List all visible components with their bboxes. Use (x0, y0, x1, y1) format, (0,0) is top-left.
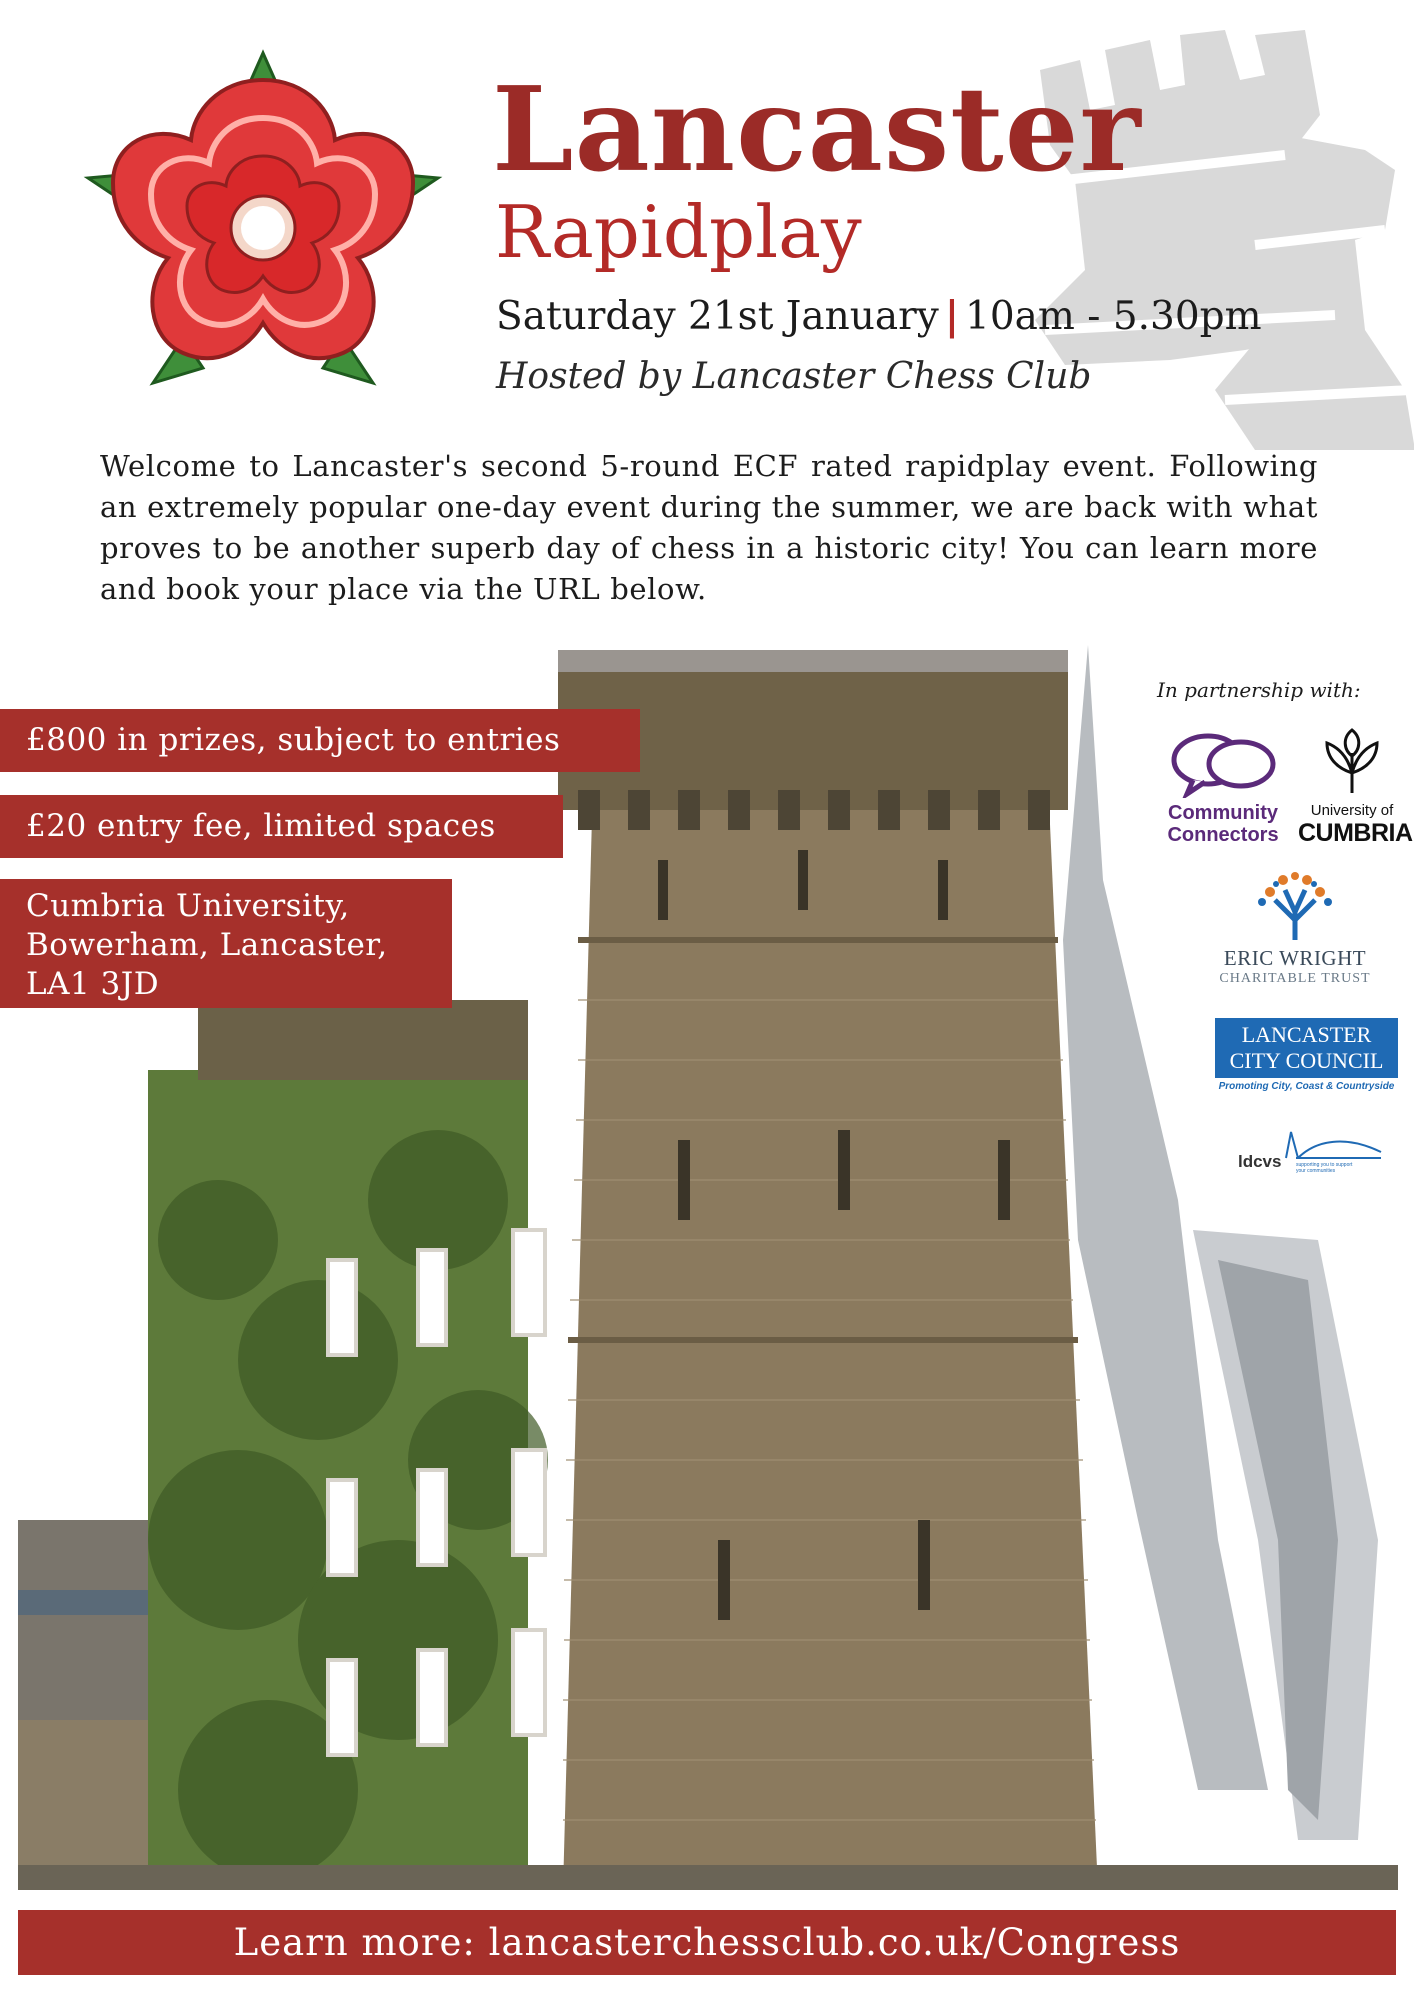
venue-address-badge (0, 879, 452, 1008)
lancaster-city-council-logo (1215, 1018, 1398, 1102)
ldcvs-tagline: supporting you to support your communities (1296, 1162, 1353, 1174)
venue-line-3: LA1 3JD (26, 966, 160, 1002)
lcc-line-1: LANCASTER (1241, 1022, 1372, 1047)
ldcvs-wordmark: ldcvs (1238, 1152, 1282, 1171)
partners-label: In partnership with: (1157, 678, 1361, 702)
eric-wright-line-1: ERIC WRIGHT (1223, 946, 1367, 970)
event-host: Hosted by Lancaster Chess Club (496, 356, 1092, 397)
community-connectors-line-2: Connectors (1167, 824, 1279, 846)
venue-line-1: Cumbria University, (26, 888, 350, 924)
speech-bubbles-icon (1163, 728, 1283, 798)
university-label-small: University of (1310, 802, 1394, 819)
lcc-tagline: Promoting City, Coast & Countryside (1218, 1081, 1395, 1092)
eric-wright-line-2: CHARITABLE TRUST (1219, 971, 1371, 986)
tree-icon (1250, 870, 1340, 942)
event-time: 10am - 5.30pm (965, 294, 1262, 339)
community-connectors-logo (1158, 728, 1288, 848)
university-label-big: CUMBRIA (1298, 819, 1413, 847)
event-title: Lancaster (492, 62, 1142, 198)
event-date-time (496, 293, 1262, 339)
venue-line-2: Bowerham, Lancaster, (26, 927, 388, 963)
eric-wright-trust-logo (1210, 870, 1380, 1000)
lcc-line-2: CITY COUNCIL (1229, 1048, 1384, 1073)
lancashire-rose-emblem (78, 48, 448, 388)
leaf-tree-icon (1312, 728, 1392, 798)
learn-more-url-banner: Learn more: lancasterchessclub.co.uk/Congress (18, 1910, 1396, 1975)
entry-fee-badge: £20 entry fee, limited spaces (0, 795, 563, 858)
intro-paragraph: Welcome to Lancaster's second 5-round ECF rated rapidplay event. Following an extremely popular one-day event during the summer, we are back with what proves to be another superb day of chess in a historic city! You can learn more and book your place via the URL below. (100, 449, 1318, 606)
prizes-badge: £800 in prizes, subject to entries (0, 709, 640, 772)
event-date: Saturday 21st January (496, 294, 939, 339)
event-subtitle: Rapidplay (495, 190, 862, 274)
community-connectors-line-1: Community (1168, 802, 1278, 824)
date-separator: | (944, 293, 959, 339)
lancaster-city-council-box (1215, 1018, 1398, 1078)
ldcvs-logo (1236, 1130, 1386, 1188)
university-of-cumbria-logo (1298, 728, 1413, 848)
